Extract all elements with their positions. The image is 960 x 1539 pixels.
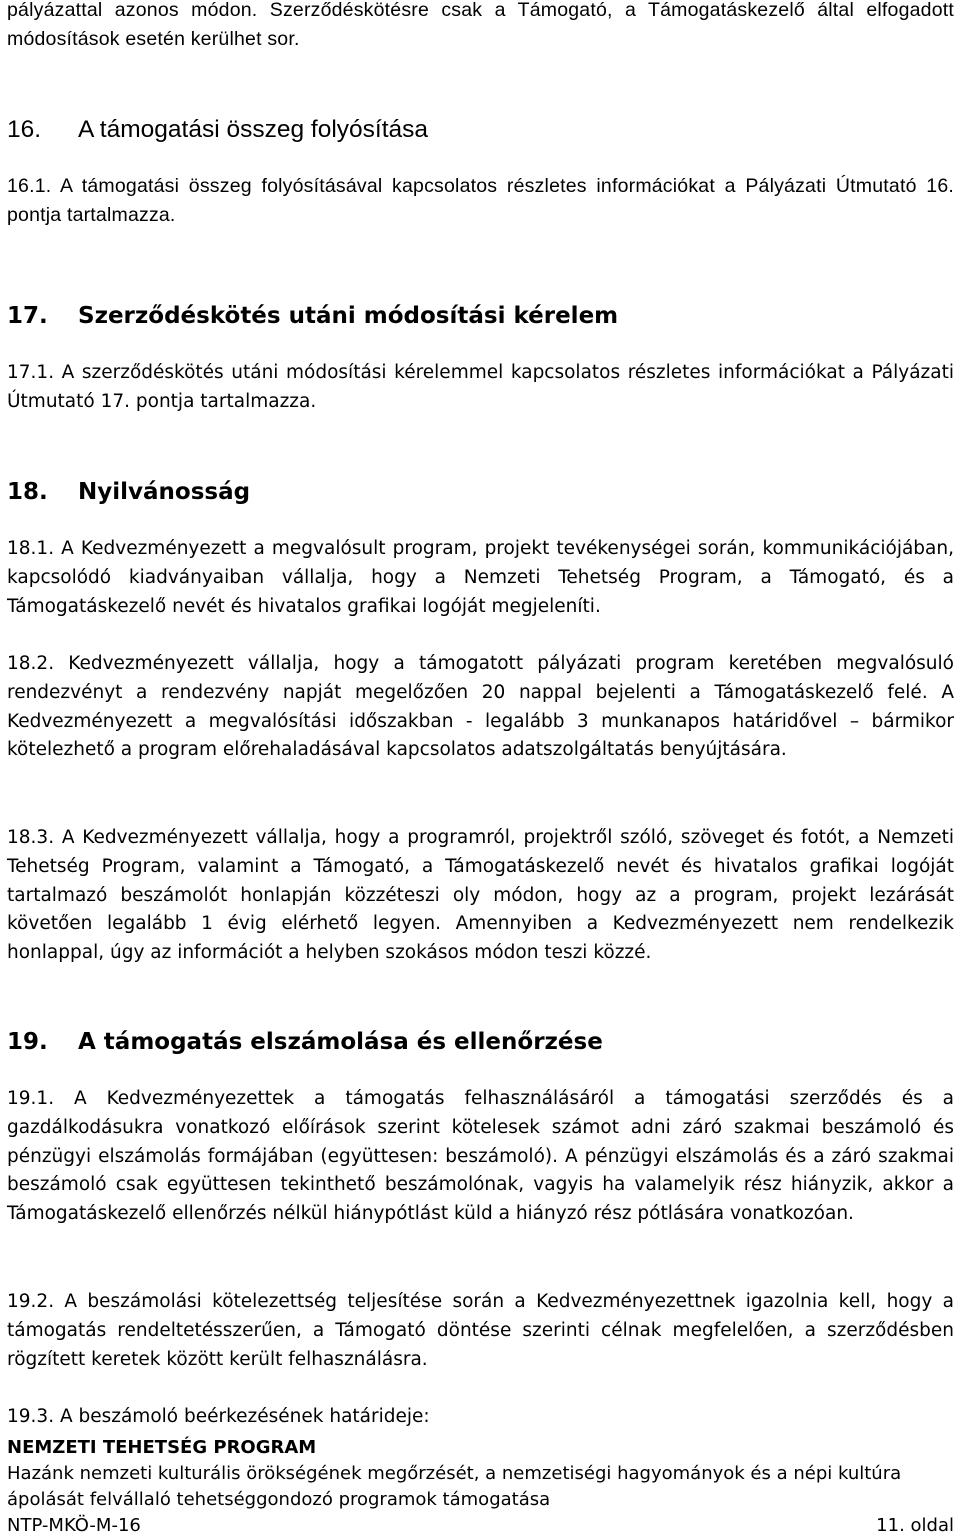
page-footer (7, 1435, 954, 1539)
section-number: 16. (7, 116, 42, 143)
paragraph-17-1: 17.1. A szerződéskötés utáni módosítási kérelemmel kapcsolatos részletes információkat a Pályázati Útmutató 17. pontja tartalmazza. (7, 362, 954, 412)
section-16-heading (7, 115, 428, 145)
section-number: 17. (7, 303, 48, 329)
section-title: A támogatási összeg folyósítása (78, 116, 428, 143)
paragraph-16-1: 16.1. A támogatási összeg folyósításával kapcsolatos részletes információkat a Pályázati Útmutató 16. pontja tartalmazza. (7, 175, 954, 226)
section-18-heading (7, 477, 250, 507)
intro-paragraph: pályázattal azonos módon. Szerződéskötésre csak a Támogató, a Támogatáskezelő által elfogadott módosítások esetén kerülhet sor. (7, 0, 954, 50)
paragraph-18-2: 18.2. Kedvezményezett vállalja, hogy a támogatott pályázati program keretében megvalósuló rendezvényt a rendezvény napját megelőzően 20 nappal bejelenti a Támogatáskezelő felé. A Kedvezményezett a megvalósítási időszakban - legalább 3 munkanapos határidővel – bármikor kötelezhető a program előrehaladásával kapcsolatos adatszolgáltatás benyújtására. (7, 653, 954, 761)
section-title: Nyilvánosság (78, 479, 251, 505)
section-number: 19. (7, 1029, 48, 1055)
paragraph-19-1: 19.1. A Kedvezményezettek a támogatás felhasználásáról a támogatási szerződés és a gazdálkodásukra vonatkozó előírások szerint kötelesek számot adni záró szakmai beszámoló és pénzügyi elszámolás formájában (együttesen: beszámoló). A pénzügyi elszámolás és a záró szakmai beszámoló csak együttesen tekinthető beszámolónak, vagyis ha valamelyik rész hiányzik, akkor a Támogatáskezelő ellenőrzés nélkül hiánypótlást küld a hiányzó rész pótlására vonatkozóan. (7, 1088, 954, 1225)
paragraph-18-3: 18.3. A Kedvezményezett vállalja, hogy a programról, projektről szóló, szöveget és fotót, a Nemzeti Tehetség Program, valamint a Támogató, a Támogatáskezelő nevét és hivatalos grafikai logóját tartalmazó beszámolót honlapján közzéteszi oly módon, hogy az a program, projekt lezárását követően legalább 1 évig elérhető legyen. Amennyiben a Kedvezményezett nem rendelkezik honlappal, úgy az információt a helyben szokásos módon teszi közzé. (7, 827, 954, 964)
section-number: 18. (7, 479, 48, 505)
footer-tagline: Hazánk nemzeti kulturális örökségének megőrzését, a nemzetiségi hagyományok és a népi kultúra ápolását felvállaló tehetséggondozó programok támogatása (7, 1463, 902, 1510)
footer-document-code: NTP-MKÖ-M-16 (7, 1515, 141, 1536)
paragraph-19-2: 19.2. A beszámolási kötelezettség teljesítése során a Kedvezményezettnek igazolnia kell, hogy a támogatás rendeltetésszerűen, a Támogató döntése szerinti célnak megfelelően, a szerződésben rögzített keretek között került felhasználásra. (7, 1291, 954, 1370)
footer-organization: NEMZETI TEHETSÉG PROGRAM (7, 1437, 317, 1458)
section-17-heading (7, 301, 618, 331)
section-19-heading (7, 1027, 603, 1057)
section-title: Szerződéskötés utáni módosítási kérelem (78, 303, 619, 329)
section-title: A támogatás elszámolása és ellenőrzése (78, 1029, 603, 1055)
footer-page-number: 11. oldal (876, 1515, 954, 1536)
footer-row (7, 1513, 954, 1539)
paragraph-18-1: 18.1. A Kedvezményezett a megvalósult program, projekt tevékenységei során, kommunikációjában, kapcsolódó kiadványaiban vállalja, hogy a Nemzeti Tehetség Program, a Támogató, és a Támogatáskezelő nevét és hivatalos grafikai logóját megjeleníti. (7, 538, 954, 617)
paragraph-19-3: 19.3. A beszámoló beérkezésének határideje: (7, 1406, 430, 1427)
